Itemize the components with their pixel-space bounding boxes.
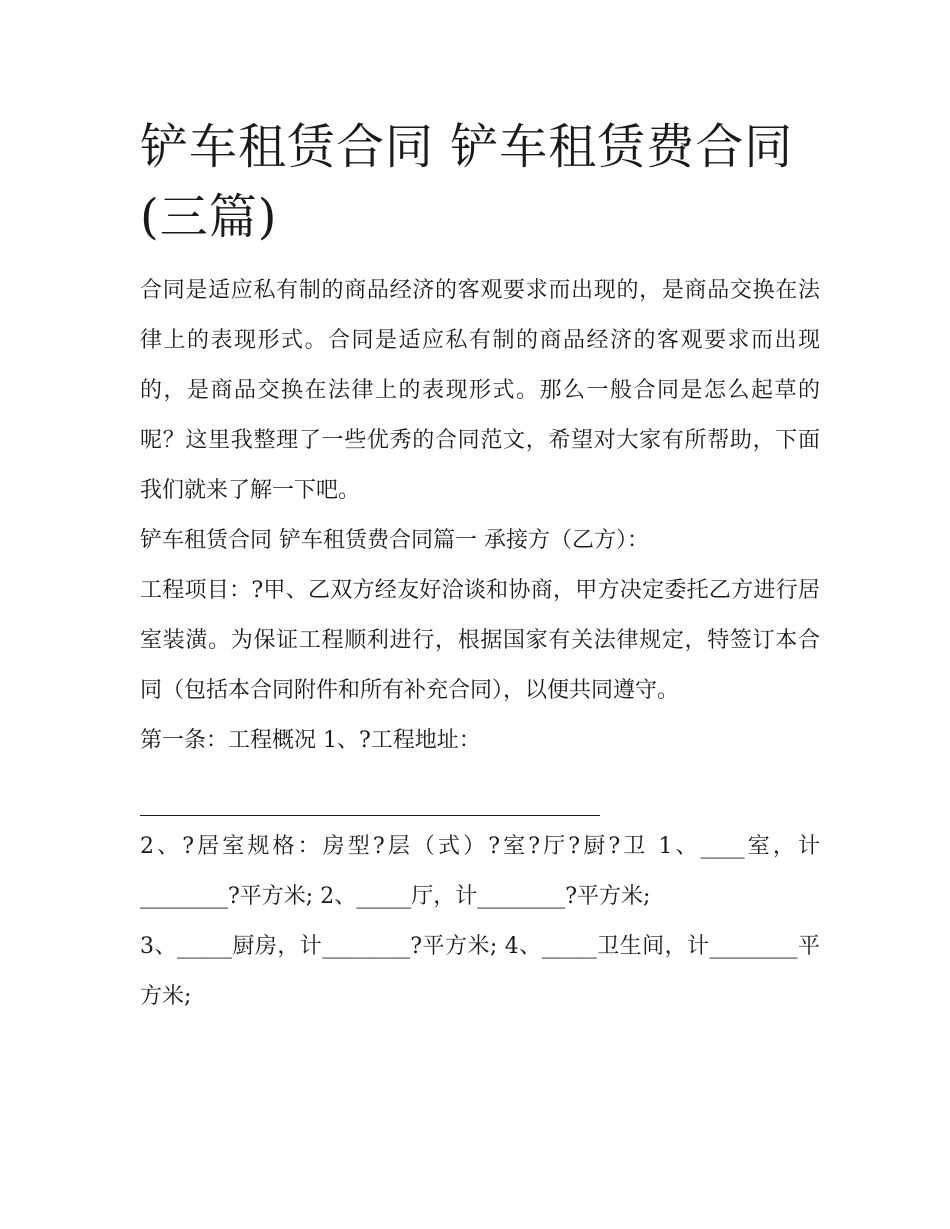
room-spec-paragraph: 2、?居室规格：房型?层（式）?室?厅?厨?卫 1、____室，计________?平方米; 2、_____厅，计________?平方米; (140, 834, 820, 909)
document-title: 铲车租赁合同 铲车租赁费合同(三篇) (140, 119, 794, 245)
project-paragraph: 工程项目：?甲、乙双方经友好洽谈和协商，甲方决定委托乙方进行居室装潢。为保证工程顺利进行，根据国家有关法律规定，特签订本合同（包括本合同附件和所有补充合同），以便共同遵守。 (140, 578, 820, 703)
document-page (140, 112, 820, 1022)
article-one-heading: 第一条：工程概况 1、?工程地址： (140, 728, 481, 753)
intro-paragraph: 合同是适应私有制的商品经济的客观要求而出现的，是商品交换在法律上的表现形式。合同是适应私有制的商品经济的客观要求而出现的，是商品交换在法律上的表现形式。那么一般合同是怎么起草的呢？这里我整理了一些优秀的合同范文，希望对大家有所帮助，下面我们就来了解一下吧。 (140, 278, 820, 503)
section-heading: 铲车租赁合同 铲车租赁费合同篇一 承接方（乙方）： (140, 528, 649, 553)
room-area-paragraph: 3、_____厨房，计________?平方米; 4、_____卫生间，计________平方米; (140, 934, 820, 1009)
address-blank-line (140, 766, 600, 816)
